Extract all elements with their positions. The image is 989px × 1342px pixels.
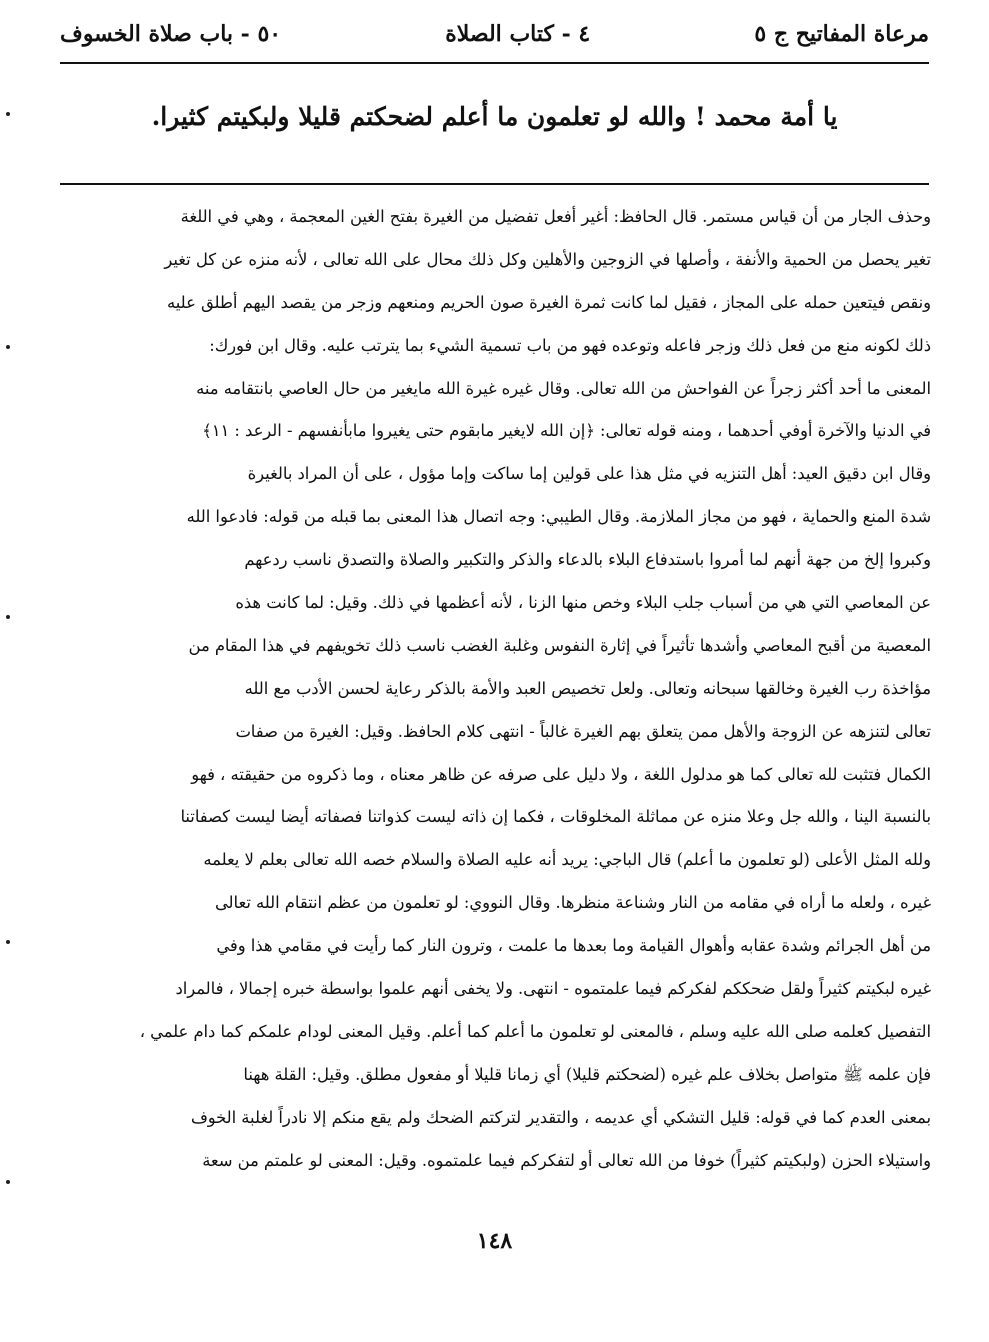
- commentary-line: المعصية من أقبح المعاصي وأشدها تأثيراً في إثارة النفوس وغلبة الغضب ناسب ذلك تخويفهم في هذا المقام من: [188, 635, 931, 655]
- commentary-line: تعالى لتنزهه عن الزوجة والأهل ممن يتعلق بهم الغيرة غالباً - انتهى كلام الحافظ. وقيل: الغيرة من صفات: [235, 721, 931, 741]
- commentary-line: وكبروا إلخ من جهة أنهم لما أمروا باستدفاع البلاء بالدعاء والذكر والتكبير والصلاة والتصدق ناسب ردعهم: [244, 550, 931, 570]
- commentary-line: التفصيل كعلمه صلى الله عليه وسلم ، فالمعنى لو تعلمون ما أعلم كما أعلم. وقيل المعنى لودام علمكم كما دام علمي ،: [139, 1021, 931, 1041]
- commentary-line: ذلك لكونه منع من فعل ذلك وزجر فاعله وتوعده فهو من باب تسمية الشيء بما يترتب عليه. وقال ابن فورك:: [209, 335, 931, 355]
- commentary-line: ونقص فيتعين حمله على المجاز ، فقيل لما كانت ثمرة الغيرة صون الحريم ومنعهم وزجر من يقصد اليهم أطلق عليه: [167, 292, 931, 312]
- commentary-line: تغير يحصل من الحمية والأنفة ، وأصلها في الزوجين والأهلين وكل ذلك محال على الله تعالى ، لأنه منزه عن كل تغير: [164, 249, 931, 269]
- commentary-line: غيره ، ولعله ما أراه في مقامه من النار وشناعة منظرها. وقال النووي: لو تعلمون من عظم انتقام الله تعالى: [214, 893, 931, 913]
- commentary-line: وحذف الجار من أن قياس مستمر. قال الحافظ: أغير أفعل تفضيل من الغيرة بفتح الغين المعجمة ، وهي في اللغة: [180, 207, 931, 226]
- running-header: [60, 14, 929, 54]
- margin-mark: [6, 1180, 10, 1184]
- margin-mark: [6, 940, 10, 944]
- hadith-divider: [60, 183, 929, 185]
- commentary-line: وقال ابن دقيق العيد: أهل التنزيه في مثل هذا على قولين إما ساكت وإما مؤول ، على أن المراد بالغيرة: [247, 464, 931, 484]
- commentary-line: المعنى ما أحد أكثر زجراً عن الفواحش من الله تعالى. وقال غيره غيرة الله مايغير من حال العاصي بانتقامه منه: [196, 378, 931, 398]
- commentary-line: الكمال فتثبت لله تعالى كما هو مدلول اللغة ، ولا دليل على صرفه عن ظاهر معناه ، وما ذكروه من حقيقته ، فهو: [191, 764, 931, 784]
- header-book-volume: مرعاة المفاتيح ج ٥: [754, 21, 929, 47]
- header-divider: [60, 62, 929, 64]
- commentary-line: ولله المثل الأعلى (لو تعلمون ما أعلم) قال الباجي: يريد أنه عليه الصلاة والسلام خصه الله تعالى بعلم لا يعلمه: [203, 850, 931, 870]
- commentary-line: بالنسبة الينا ، والله جل وعلا منزه عن مماثلة المخلوقات ، فكما إن ذاته ليست كذواتنا فصفاته أيضا ليست كصفاتنا: [180, 807, 931, 827]
- page-number: ١٤٨: [476, 1228, 513, 1254]
- header-section: ٥٠ - باب صلاة الخسوف: [60, 21, 282, 47]
- commentary-line: في الدنيا والآخرة أوفي أحدهما ، ومنه قوله تعالى: ﴿إن الله لايغير مابقوم حتى يغيروا مابأنفسهم - الرعد : ١١﴾: [202, 421, 931, 441]
- commentary-line: بمعنى العدم كما في قوله: قليل التشكي أي عديمه ، والتقدير لتركتم الضحك ولم يقع منكم إلا نادراً لغلبة الخوف: [190, 1107, 931, 1127]
- hadith-text: يا أمة محمد ! والله لو تعلمون ما أعلم لضحكتم قليلا ولبكيتم كثيرا.: [151, 102, 838, 131]
- commentary-line: شدة المنع والحماية ، فهو من مجاز الملازمة. وقال الطيبي: وجه اتصال هذا المعنى بما قبله من قوله: فادعوا الله: [186, 507, 931, 527]
- commentary-body: [58, 196, 931, 1221]
- margin-mark: [6, 112, 10, 116]
- commentary-line: غيره لبكيتم كثيراً ولقل ضحككم لفكركم فيما علمتموه - انتهى. ولا يخفى أنهم علموا بواسطة خبره إجمالا ، فالمراد: [175, 979, 931, 999]
- commentary-line: من أهل الجرائم وشدة عقابه وأهوال القيامة وما بعدها ما علمت ، وترون النار كما رأيت في مقامي هذا وفي: [216, 936, 931, 956]
- commentary-line: واستيلاء الحزن (ولبكيتم كثيراً) خوفا من الله تعالى أو لتفكركم فيما علمتموه. وقيل: المعنى لو علمتم من سعة: [202, 1150, 931, 1170]
- commentary-line: فإن علمه ﷺ متواصل بخلاف علم غيره (لضحكتم قليلا) أي زمانا قليلا أو مفعول مطلق. وقيل: القلة ههنا: [243, 1064, 931, 1084]
- header-chapter: ٤ - كتاب الصلاة: [445, 21, 591, 47]
- margin-mark: [6, 615, 10, 619]
- commentary-line: مؤاخذة رب الغيرة وخالقها سبحانه وتعالى. ولعل تخصيص العبد والأمة بالذكر رعاية لحسن الأدب مع الله: [244, 678, 931, 698]
- commentary-line: عن المعاصي التي هي من أسباب جلب البلاء وخص منها الزنا ، لأنه أعظمها في ذلك. وقيل: لما كانت هذه: [235, 593, 931, 613]
- margin-mark: [6, 345, 10, 349]
